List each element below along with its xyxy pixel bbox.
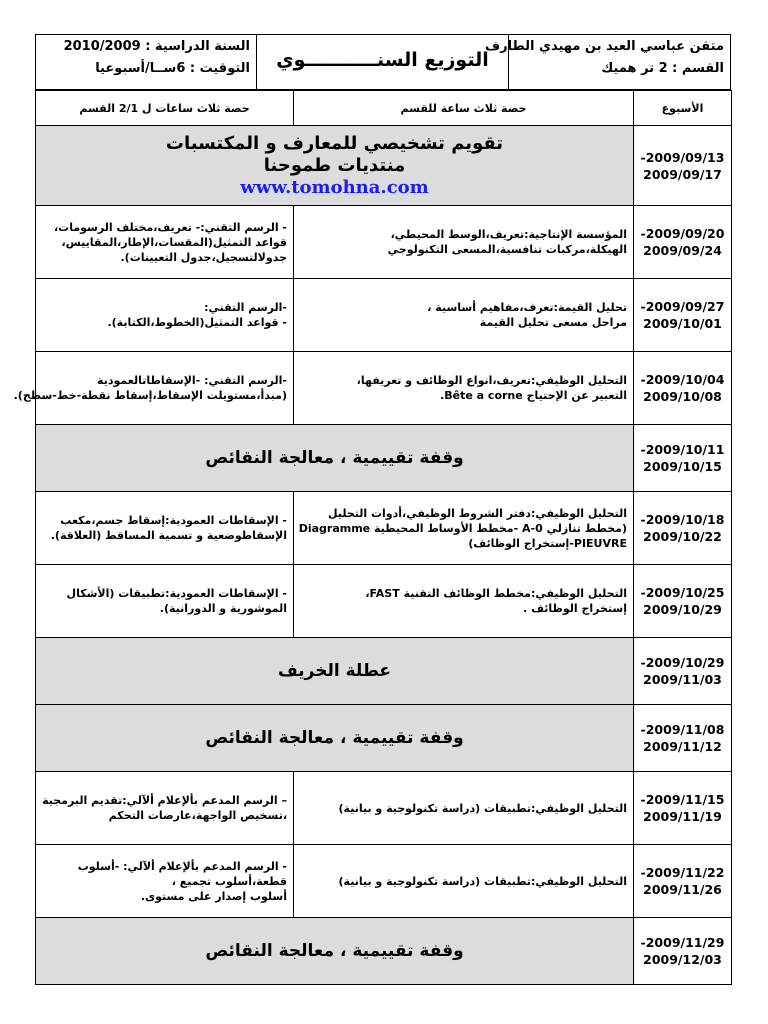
half-session-line: - الرسم المدعم بألإعلام ألآلي: -أسلوب — [77, 859, 287, 873]
half-session-cell — [36, 492, 294, 565]
week-cell — [634, 279, 732, 352]
half-session-cell — [36, 279, 294, 352]
table-row — [36, 565, 732, 638]
half-session-line: أسلوب إصدار على مستوى. — [140, 889, 287, 903]
week-cell — [634, 772, 732, 845]
week-date: -2009/10/11 — [640, 442, 725, 457]
class-session-cell — [294, 206, 634, 279]
week-date: -2009/09/20 — [640, 226, 725, 241]
week-date: 2009/11/19 — [643, 809, 722, 824]
week-date: 2009/10/15 — [643, 459, 722, 474]
website-url[interactable]: www.tomohna.com — [240, 176, 429, 198]
week-date: 2009/12/03 — [643, 952, 722, 967]
table-row — [36, 352, 732, 425]
class-session-cell — [294, 845, 634, 918]
half-session-line: - الإسقاطات العمودية:إسقاط جسم،مكعب — [60, 514, 287, 527]
class-session-line: إستخراج الوظائف . — [523, 602, 627, 615]
half-session-line: -الرسم التقني: -الإسقاطاتالعمودية — [97, 374, 287, 387]
week-date: 2009/10/08 — [643, 389, 722, 404]
table-row — [36, 638, 732, 705]
school-info-cell — [485, 35, 730, 89]
week-cell — [634, 638, 732, 705]
table-row — [36, 705, 732, 772]
table-row — [36, 492, 732, 565]
half-session-line: – الرسم المدعم بألإعلام ألآلي:تقديم البرمجية — [42, 794, 287, 807]
half-session-cell — [13, 352, 294, 425]
half-session-line: الإسقاطوضعية و تسمية المساقط (العلاقة). — [50, 529, 287, 542]
half-session-line: - الإسقاطات العمودية:تطبيقات (الأشكال — [66, 587, 287, 600]
merged-activity-line: وقفة تقييمية ، معالجة النقائص — [205, 448, 464, 468]
class-session-cell — [294, 772, 634, 845]
week-cell — [634, 425, 732, 492]
class-session-line: التحليل الوظيفي:تطبيقات (دراسة تكنولوجية و بيانية) — [338, 801, 627, 815]
week-cell — [634, 845, 732, 918]
document-title: التوزيع السنـــــــــــوي — [276, 49, 489, 71]
merged-activity-line: تقويم تشخيصي للمعارف و المكتسبات — [165, 132, 504, 154]
week-date: 2009/10/01 — [643, 316, 722, 331]
school-name: متقن عباسي العيد بن مهيدي الطارف — [485, 39, 724, 54]
class-session-cell — [294, 565, 634, 638]
class-session-cell — [294, 492, 634, 565]
half-session-column-header: حصة ثلاث ساعات ل 2/1 القسم — [36, 91, 294, 126]
merged-activity-cell — [36, 918, 634, 985]
week-cell — [634, 352, 732, 425]
week-cell — [634, 126, 732, 206]
week-date: -2009/09/27 — [640, 299, 725, 314]
merged-activity-line: وقفة تقييمية ، معالجة النقائص — [205, 941, 464, 961]
half-session-line: - الرسم التقني:- تعريف،مختلف الرسومات، — [53, 220, 287, 234]
class-session-line: الهيكلة،مركبات تنافسية،المسعى التكنولوجي — [387, 243, 627, 256]
half-session-line: -الرسم التقني: — [204, 301, 287, 314]
table-row — [36, 918, 732, 985]
half-session-line: (مبدأ،مستويلت الإسقاط،إسقاط نقطة-خط-سطح). — [13, 389, 287, 402]
week-date: -2009/11/08 — [640, 722, 725, 737]
table-row — [36, 425, 732, 492]
school-year: السنة الدراسية : 2010/2009 — [63, 39, 250, 54]
table-header-row — [36, 91, 732, 126]
week-date: 2009/09/17 — [643, 166, 722, 182]
class-session-cell — [294, 352, 634, 425]
class-session-line: مراحل مسعى تحليل القيمة — [479, 316, 627, 329]
half-session-line: ،تسخيص الواجهة،عارضات التحكم — [108, 809, 287, 822]
table-row — [36, 772, 732, 845]
annual-schedule-table — [13, 90, 732, 985]
merged-activity-line: عطلة الخريف — [277, 661, 391, 681]
week-date: -2009/11/22 — [640, 865, 725, 880]
merged-activity-line: منتديات طموحنا — [263, 154, 406, 176]
half-session-cell — [36, 772, 294, 845]
week-cell — [634, 492, 732, 565]
week-date: 2009/11/03 — [643, 672, 722, 687]
year-info-cell — [36, 35, 258, 89]
week-cell — [634, 565, 732, 638]
half-session-line: الموشورية و الدورانية). — [159, 602, 287, 615]
class-session-line: التحليل الوظيفي:تطبيقات (دراسة تكنولوجية و بيانية) — [338, 874, 627, 888]
merged-activity-cell — [36, 425, 634, 492]
class-session-column-header: حصة ثلاث ساعة للقسم — [294, 91, 634, 126]
week-date: -2009/09/13 — [640, 149, 725, 165]
week-cell — [634, 705, 732, 772]
half-session-cell — [36, 845, 294, 918]
class-session-line: التحليل الوظيفي:دفتر الشروط الوظيفي،أدوات التحليل — [328, 506, 627, 520]
week-date: -2009/10/04 — [640, 372, 725, 387]
half-session-cell — [36, 206, 294, 279]
week-date: -2009/11/15 — [640, 792, 725, 807]
week-date: 2009/10/29 — [643, 602, 722, 617]
half-session-line: جدولالتسجيل،جدول التعيينات). — [120, 250, 287, 264]
week-date: 2009/10/22 — [643, 529, 722, 544]
merged-activity-cell — [36, 705, 634, 772]
table-row — [36, 206, 732, 279]
week-column-header: الأسبوع — [634, 91, 732, 126]
week-date: 2009/09/24 — [643, 243, 722, 258]
half-session-line: - قواعد التمثيل(الخطوط،الكتابة). — [107, 316, 287, 329]
table-row — [36, 126, 732, 206]
weekly-timing: التوقيت : 6ســا/أسبوعيا — [95, 61, 250, 76]
merged-activity-cell — [36, 126, 634, 206]
class-session-line: المؤسسة الإنتاجية:تعريف،الوسط المحيطي، — [390, 228, 627, 241]
class-session-line: التعبير عن الإحتياج Bête a corne. — [440, 389, 627, 402]
table-row — [36, 845, 732, 918]
week-date: -2009/11/29 — [640, 935, 725, 950]
week-date: -2009/10/18 — [640, 512, 725, 527]
merged-activity-line: وقفة تقييمية ، معالجة النقائص — [205, 728, 464, 748]
week-cell — [634, 206, 732, 279]
class-session-line: تحليل القيمة:تعرف،مفاهيم أساسية ، — [427, 301, 627, 314]
half-session-line: قواعد التمثيل(المقسات،الإطار،المقاييس، — [61, 235, 287, 249]
class-session-cell — [294, 279, 634, 352]
week-date: 2009/11/26 — [643, 882, 722, 897]
merged-activity-cell — [36, 638, 634, 705]
class-session-line: التحليل الوظيفي:تعريف،انواع الوظائف و تعريفها، — [356, 374, 627, 387]
title-cell — [256, 35, 508, 89]
class-session-line: التحليل الوظيفي:مخطط الوظائف التقنية FAST، — [365, 587, 627, 600]
week-date: -2009/10/29 — [640, 655, 725, 670]
week-date: 2009/11/12 — [643, 739, 722, 754]
half-session-line: قطعة،أسلوب تجميع ، — [171, 874, 287, 888]
week-date: -2009/10/25 — [640, 585, 725, 600]
half-session-cell — [36, 565, 294, 638]
class-label: القسم : 2 تر هميك — [601, 61, 724, 76]
document-header — [35, 34, 731, 90]
table-row — [36, 279, 732, 352]
class-session-line: PIEUVRE-إستخراج الوظائف) — [468, 536, 627, 550]
week-cell — [634, 918, 732, 985]
class-session-line: (مخطط تنازلي A-0 -مخطط الأوساط المحيطية Diagramme — [298, 521, 627, 535]
